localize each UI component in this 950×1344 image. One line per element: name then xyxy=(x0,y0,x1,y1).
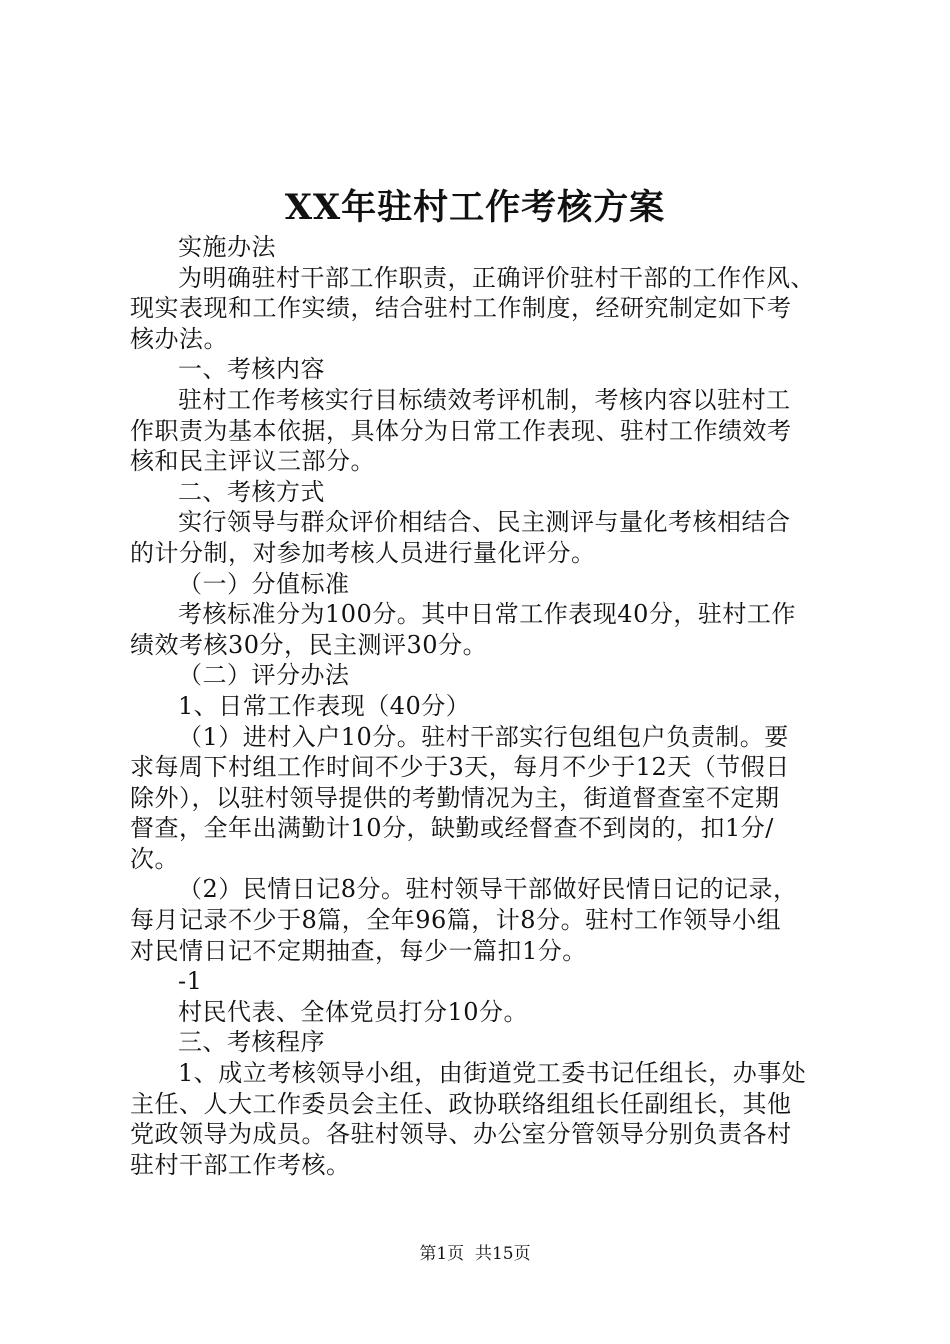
text-line: 核和民主评议三部分。 xyxy=(130,447,375,476)
text-line: 一、考核内容 xyxy=(178,355,325,384)
text-line: 三、考核程序 xyxy=(178,1028,325,1057)
text-line: 主任、人大工作委员会主任、政协联络组组长任副组长，其他 xyxy=(130,1089,792,1118)
text-line: 为明确驻村干部工作职责，正确评价驻村干部的工作作风、 xyxy=(178,263,815,292)
text-line: 绩效考核30分，民主测评30分。 xyxy=(130,630,488,659)
document-body xyxy=(130,232,838,1180)
text-line: （二）评分办法 xyxy=(178,661,350,690)
text-line: -1 xyxy=(178,967,203,996)
text-line: 驻村干部工作考核。 xyxy=(130,1150,351,1179)
text-line: （1）进村入户10分。驻村干部实行包组包户负责制。要 xyxy=(178,722,789,751)
text-line: 作职责为基本依据，具体分为日常工作表现、驻村工作绩效考 xyxy=(130,416,792,445)
text-line: 党政领导为成员。各驻村领导、办公室分管领导分别负责各村 xyxy=(130,1120,792,1149)
text-line: 对民情日记不定期抽查，每少一篇扣1分。 xyxy=(130,936,587,965)
text-line: 实施办法 xyxy=(178,233,276,261)
text-line: （一）分值标准 xyxy=(178,569,350,598)
text-line: 实行领导与群众评价相结合、民主测评与量化考核相结合 xyxy=(178,508,791,537)
page-number-label: 第1页 共15页 xyxy=(419,1244,531,1264)
text-line: 村民代表、全体党员打分10分。 xyxy=(178,997,529,1026)
page-title: XX年驻村工作考核方案 xyxy=(284,187,666,228)
text-line: 每月记录不少于8篇，全年96篇，计8分。驻村工作领导小组 xyxy=(130,906,782,935)
text-line: 除外），以驻村领导提供的考勤情况为主，街道督查室不定期 xyxy=(130,783,780,812)
text-line: 核办法。 xyxy=(130,324,228,353)
page-footer xyxy=(0,1242,950,1266)
text-line: 二、考核方式 xyxy=(178,477,325,506)
text-line: 督查，全年出满勤计10分，缺勤或经督查不到岗的，扣1分/ xyxy=(130,814,774,843)
text-line: 1、日常工作表现（40分） xyxy=(178,691,471,720)
text-line: 现实表现和工作实绩，结合驻村工作制度，经研究制定如下考 xyxy=(130,294,792,323)
text-line: （2）民情日记8分。驻村领导干部做好民情日记的记录， xyxy=(178,875,798,904)
text-line: 次。 xyxy=(130,844,179,873)
text-line: 求每周下村组工作时间不少于3天，每月不少于12天（节假日 xyxy=(130,753,790,782)
text-line: 考核标准分为100分。其中日常工作表现40分，驻村工作 xyxy=(178,600,796,629)
text-line: 驻村工作考核实行目标绩效考评机制，考核内容以驻村工 xyxy=(178,385,791,414)
text-line: 1、成立考核领导小组，由街道党工委书记任组长，办事处 xyxy=(178,1059,807,1088)
text-line: 的计分制，对参加考核人员进行量化评分。 xyxy=(130,538,596,567)
